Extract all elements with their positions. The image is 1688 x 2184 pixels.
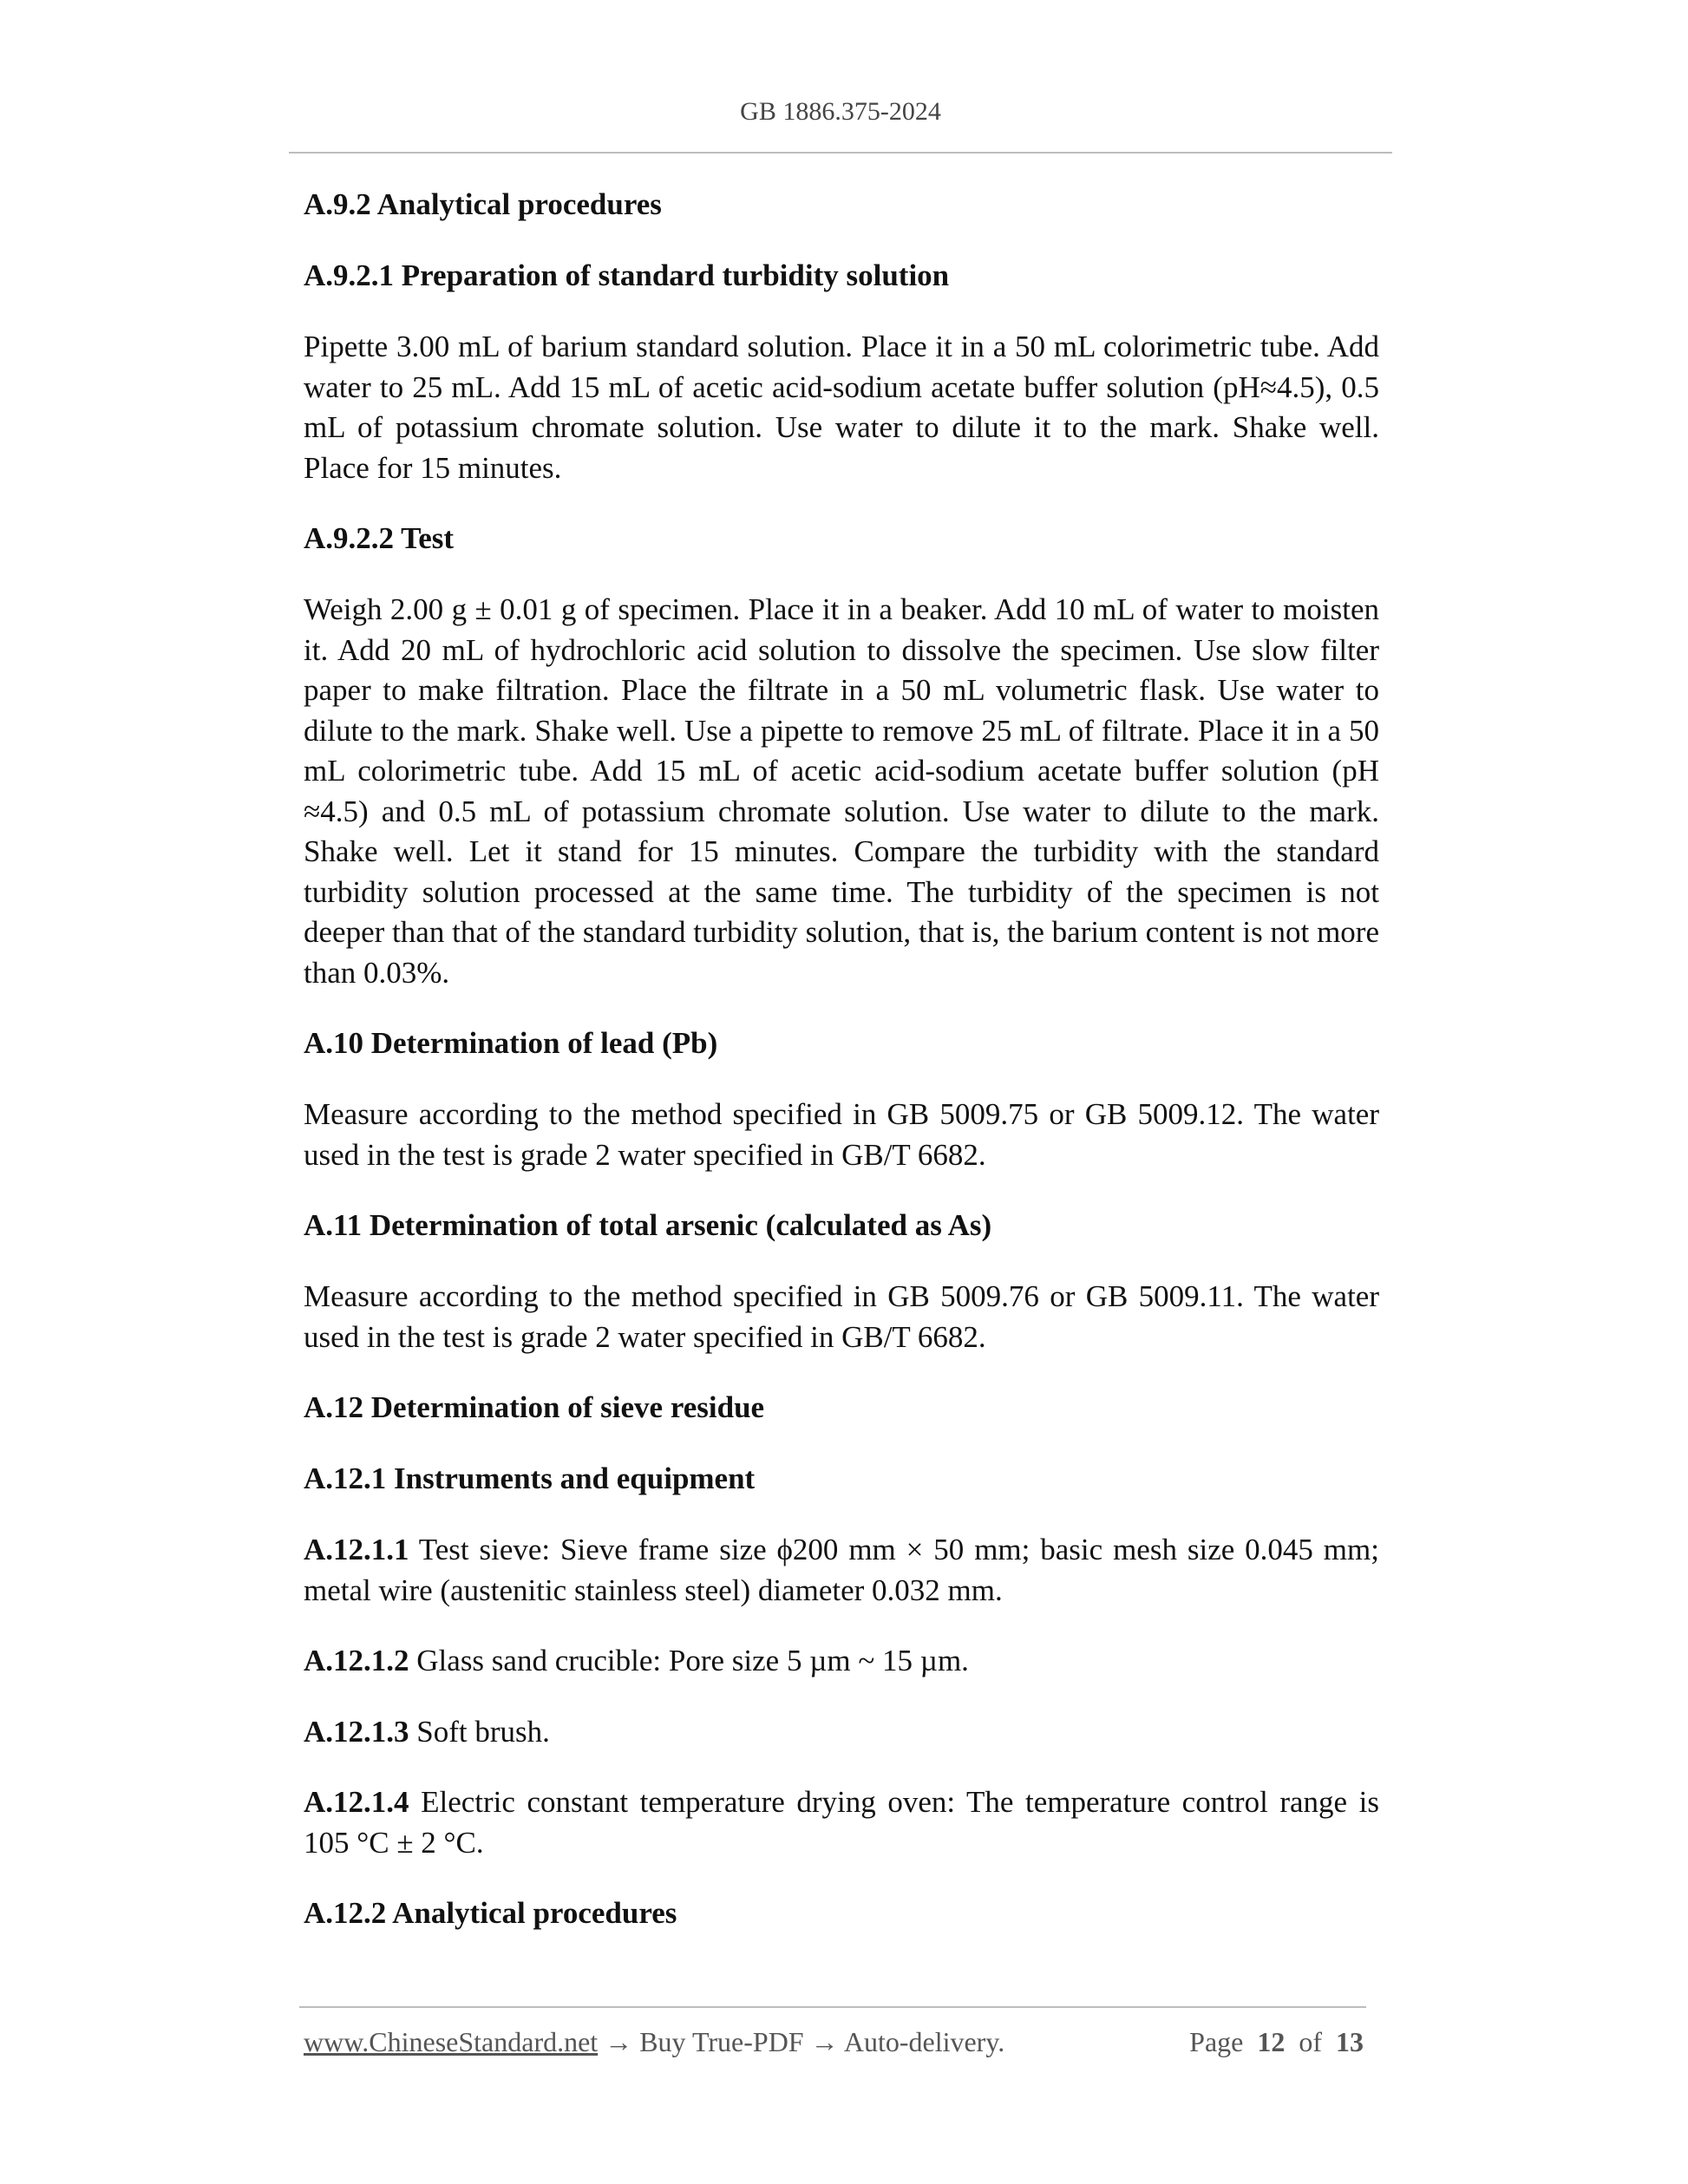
item-a12-1-1 — [304, 1530, 1379, 1611]
item-a12-1-2 — [304, 1641, 1379, 1682]
document-body — [304, 185, 1379, 1965]
section-heading-a9-2-1: A.9.2.1 Preparation of standard turbidity solution — [304, 258, 950, 292]
item-text: Test sieve: Sieve frame size ϕ200 mm × 50 mm; basic mesh size 0.045 mm; metal wire (austenitic stainless steel) diameter 0.032 mm. — [304, 1533, 1379, 1607]
paragraph-arsenic: Measure according to the method specified in GB 5009.76 or GB 5009.11. The water used in the test is grade 2 water specified in GB/T 6682. — [304, 1279, 1379, 1354]
paragraph-standard-turbidity: Pipette 3.00 mL of barium standard solution. Place it in a 50 mL colorimetric tube. Add water to 25 mL. Add 15 mL of acetic acid-sodium acetate buffer solution (pH≈4.5), 0.5 mL of potassium chromate solution. Use water to dilute it to the mark. Shake well. Place for 15 minutes. — [304, 330, 1379, 485]
header-divider — [289, 152, 1392, 154]
page-number — [1189, 2026, 1364, 2058]
section-heading-a12-1: A.12.1 Instruments and equipment — [304, 1461, 756, 1495]
item-a12-1-4 — [304, 1782, 1379, 1863]
item-label: A.12.1.1 — [304, 1533, 409, 1566]
item-label: A.12.1.3 — [304, 1714, 409, 1749]
section-heading-a12: A.12 Determination of sieve residue — [304, 1390, 765, 1424]
page-label: Page — [1189, 2026, 1244, 2057]
item-text: Glass sand crucible: Pore size 5 µm ~ 15 µm. — [416, 1644, 969, 1677]
section-heading-a10: A.10 Determination of lead (Pb) — [304, 1026, 718, 1060]
section-heading-a9-2: A.9.2 Analytical procedures — [304, 187, 662, 221]
website-link[interactable]: www.ChineseStandard.net — [304, 2026, 599, 2057]
page-current: 12 — [1257, 2026, 1286, 2057]
page-total: 13 — [1336, 2026, 1364, 2057]
paragraph-test-procedure: Weigh 2.00 g ± 0.01 g of specimen. Place it in a beaker. Add 10 mL of water to moisten it. Add 20 mL of hydrochloric acid solution to dissolve the specimen. Use slow filter paper to make filtration. Place the filtrate in a 50 mL volumetric flask. Use water to dilute to the mark. Shake well. Use a pipette to remove 25 mL of filtrate. Place it in a 50 mL colorimetric tube. Add 15 mL of acetic acid-sodium acetate buffer solution (pH ≈4.5) and 0.5 mL of potassium chromate solution. Use water to dilute to the mark. Shake well. Let it stand for 15 minutes. Compare the turbidity with the standard turbidity solution processed at the same time. The turbidity of the specimen is not deeper than that of the standard turbidity solution, that is, the barium content is not more than 0.03%. — [304, 592, 1379, 990]
of-label: of — [1299, 2026, 1322, 2057]
footer-divider — [299, 2006, 1366, 2008]
footer-promo-text: → Buy True-PDF → Auto-delivery. — [598, 2026, 1005, 2057]
item-a12-1-3 — [304, 1712, 1379, 1753]
section-heading-a11: A.11 Determination of total arsenic (calculated as As) — [304, 1208, 992, 1242]
section-heading-a12-2: A.12.2 Analytical procedures — [304, 1896, 677, 1930]
paragraph-lead: Measure according to the method specified in GB 5009.75 or GB 5009.12. The water used in the test is grade 2 water specified in GB/T 6682. — [304, 1097, 1379, 1172]
item-text: Soft brush. — [416, 1714, 550, 1749]
document-header: GB 1886.375-2024 — [740, 97, 941, 126]
footer-promo — [304, 2026, 1004, 2058]
item-text: Electric constant temperature drying oven: The temperature control range is 105 °C ± 2 °C. — [304, 1785, 1380, 1860]
item-label: A.12.1.4 — [304, 1785, 409, 1819]
item-label: A.12.1.2 — [304, 1644, 409, 1677]
section-heading-a9-2-2: A.9.2.2 Test — [304, 521, 455, 555]
